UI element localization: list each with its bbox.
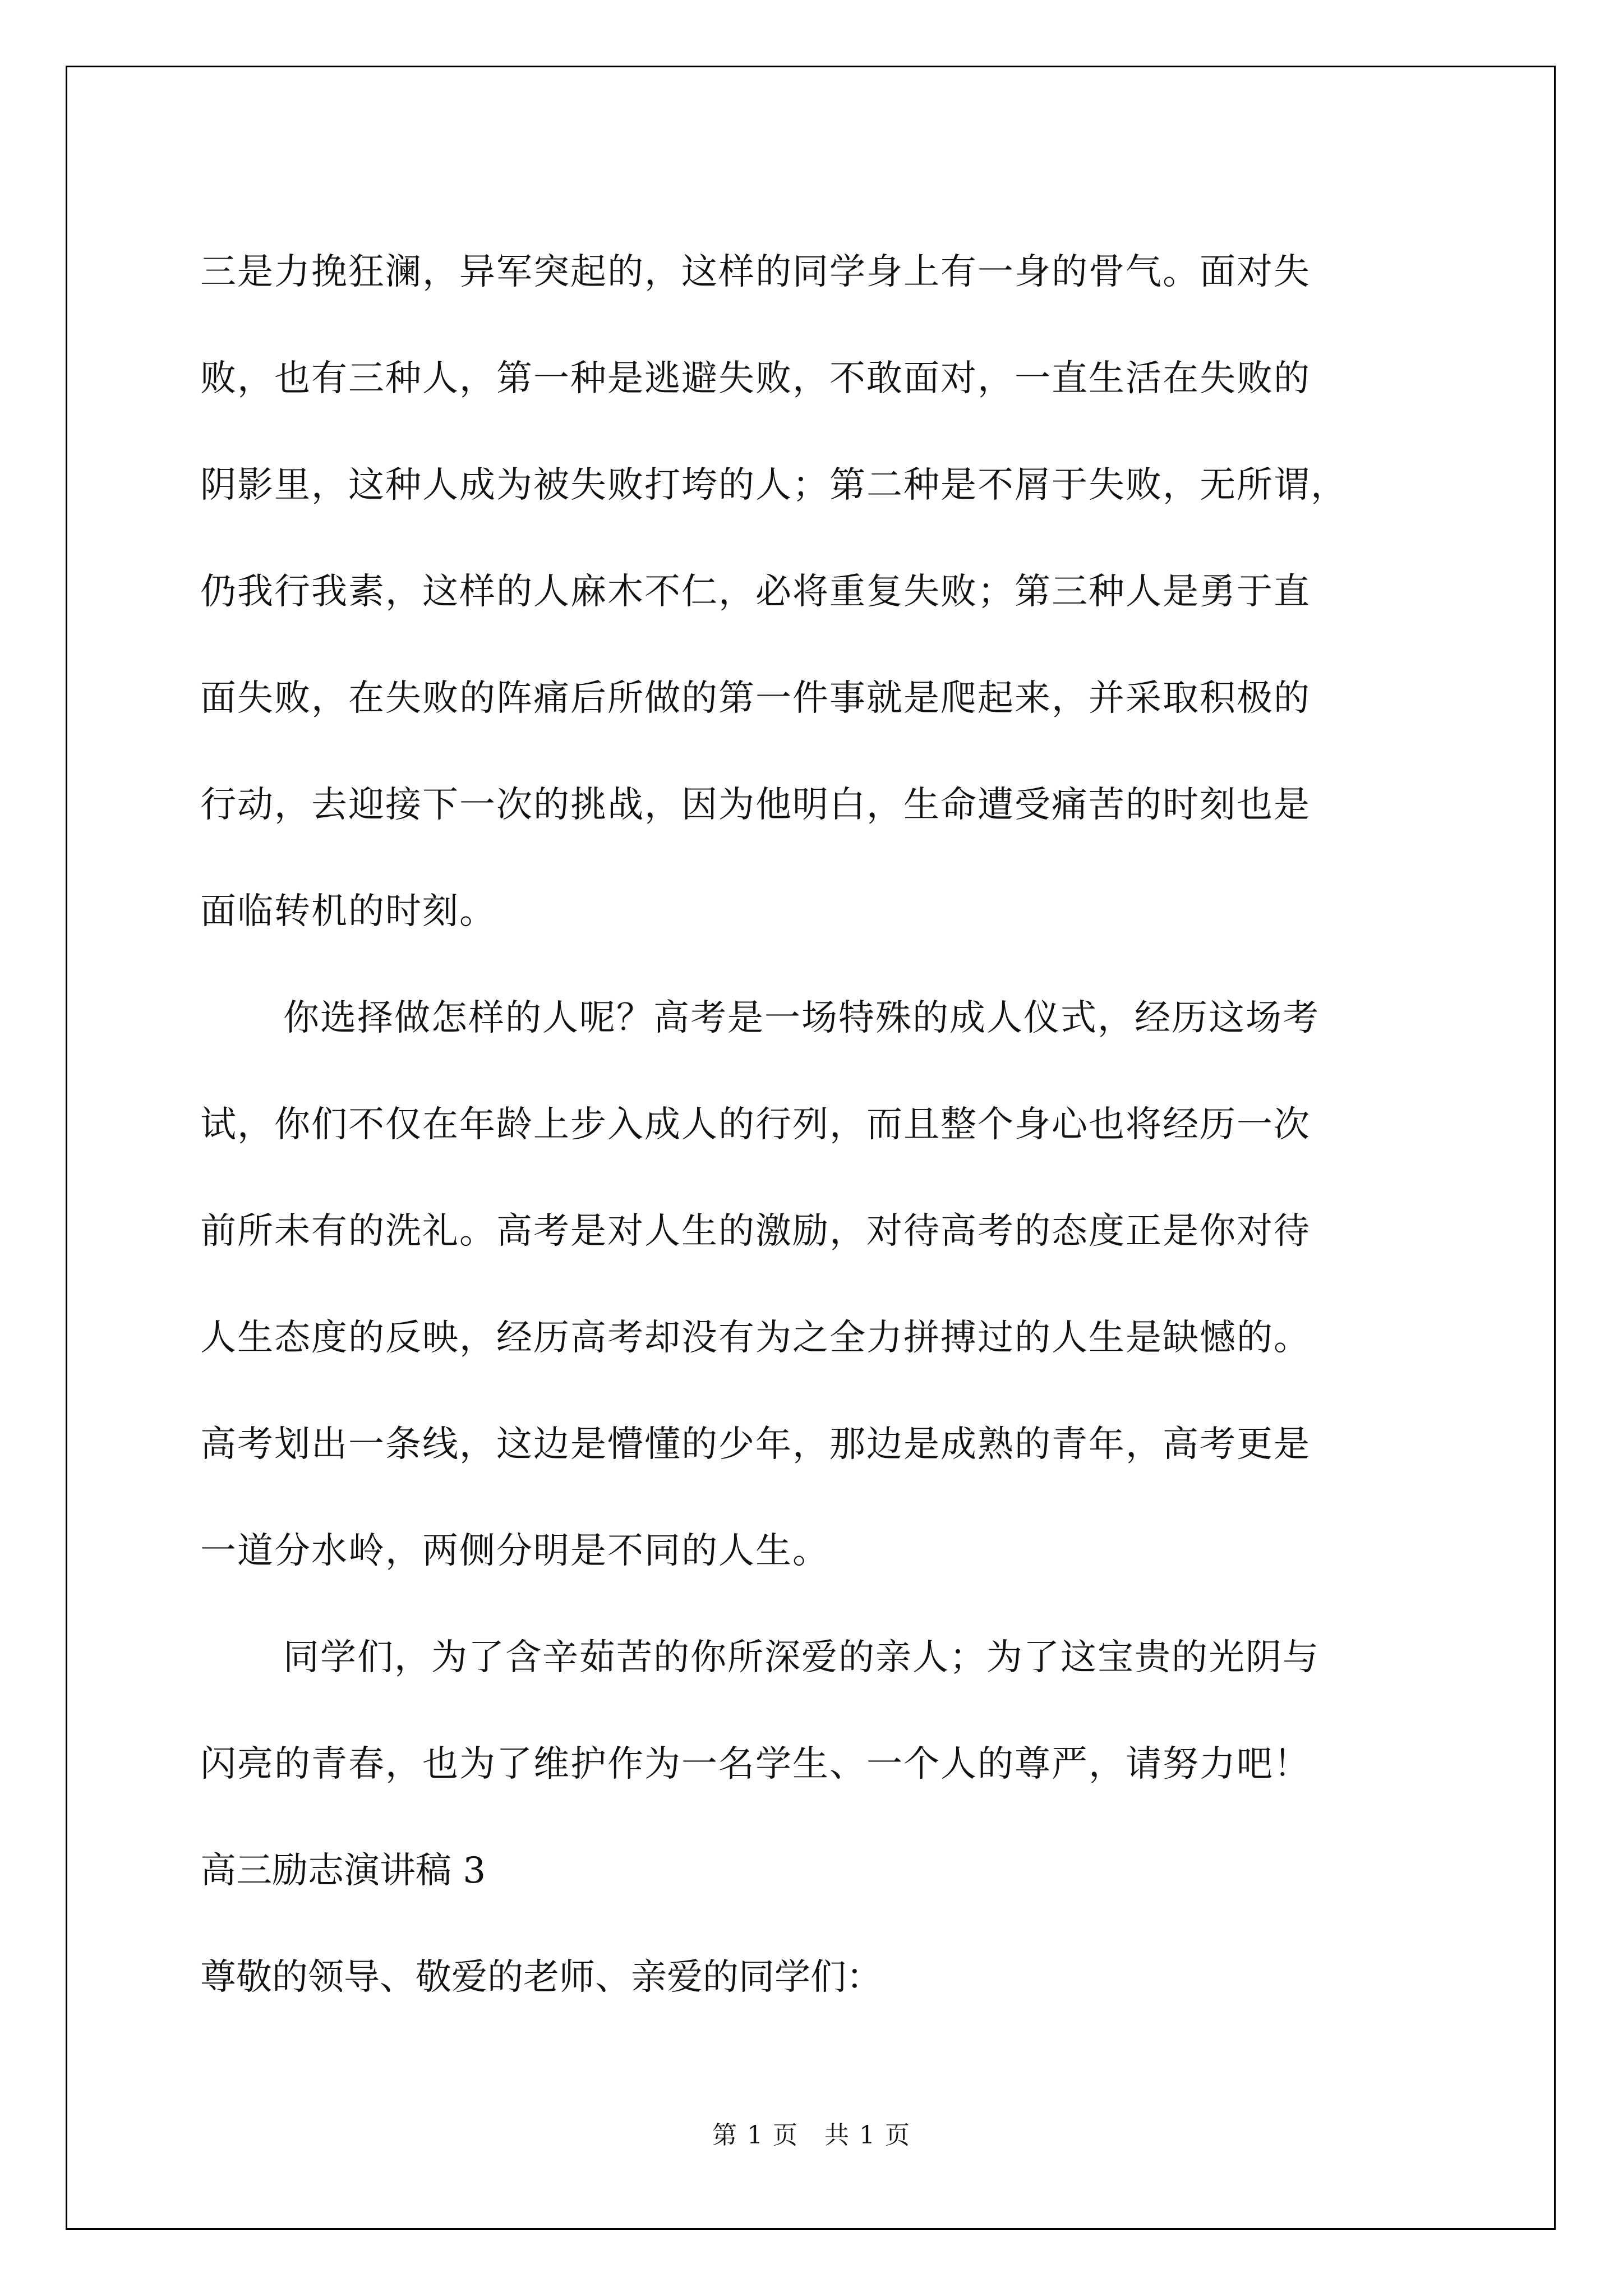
text-line: 面临转机的时刻。 xyxy=(200,891,496,932)
paragraph-3 xyxy=(200,1604,1434,1818)
text-line: 一道分水岭，两侧分明是不同的人生。 xyxy=(200,1530,829,1572)
text-line: 败，也有三种人，第一种是逃避失败，不敢面对，一直生活在失败的 xyxy=(200,358,1311,399)
section-heading: 高三励志演讲稿 3 xyxy=(200,1850,486,1892)
text-line: 阴影里，这种人成为被失败打垮的人；第二种是不屑于失败，无所谓， xyxy=(200,464,1348,506)
text-line: 同学们，为了含辛茹苦的你所深爱的亲人；为了这宝贵的光阴与 xyxy=(283,1637,1320,1678)
text-line: 高考划出一条线，这边是懵懂的少年，那边是成熟的青年，高考更是 xyxy=(200,1424,1311,1465)
page-footer: 第 1 页 共 1 页 xyxy=(712,2121,911,2150)
text-line: 面失败，在失败的阵痛后所做的第一件事就是爬起来，并采取积极的 xyxy=(200,678,1311,719)
document-body xyxy=(200,219,1434,2031)
text-line: 三是力挽狂澜，异军突起的，这样的同学身上有一身的骨气。面对失 xyxy=(200,251,1311,293)
paragraph-2 xyxy=(200,965,1434,1604)
paragraph-1 xyxy=(200,219,1434,965)
text-line: 人生态度的反映，经历高考却没有为之全力拼搏过的人生是缺憾的。 xyxy=(200,1317,1311,1359)
text-line: 闪亮的青春，也为了维护作为一名学生、一个人的尊严，请努力吧！ xyxy=(200,1743,1311,1785)
text-line: 行动，去迎接下一次的挑战，因为他明白，生命遭受痛苦的时刻也是 xyxy=(200,784,1311,826)
text-line: 前所未有的洗礼。高考是对人生的激励，对待高考的态度正是你对待 xyxy=(200,1211,1311,1252)
text-line: 你选择做怎样的人呢？高考是一场特殊的成人仪式，经历这场考 xyxy=(283,997,1320,1039)
text-line: 试，你们不仅在年龄上步入成人的行列，而且整个身心也将经历一次 xyxy=(200,1104,1311,1145)
text-line: 仍我行我素，这样的人麻木不仁，必将重复失败；第三种人是勇于直 xyxy=(200,571,1311,613)
salutation: 尊敬的领导、敬爱的老师、亲爱的同学们： xyxy=(200,1957,882,1998)
